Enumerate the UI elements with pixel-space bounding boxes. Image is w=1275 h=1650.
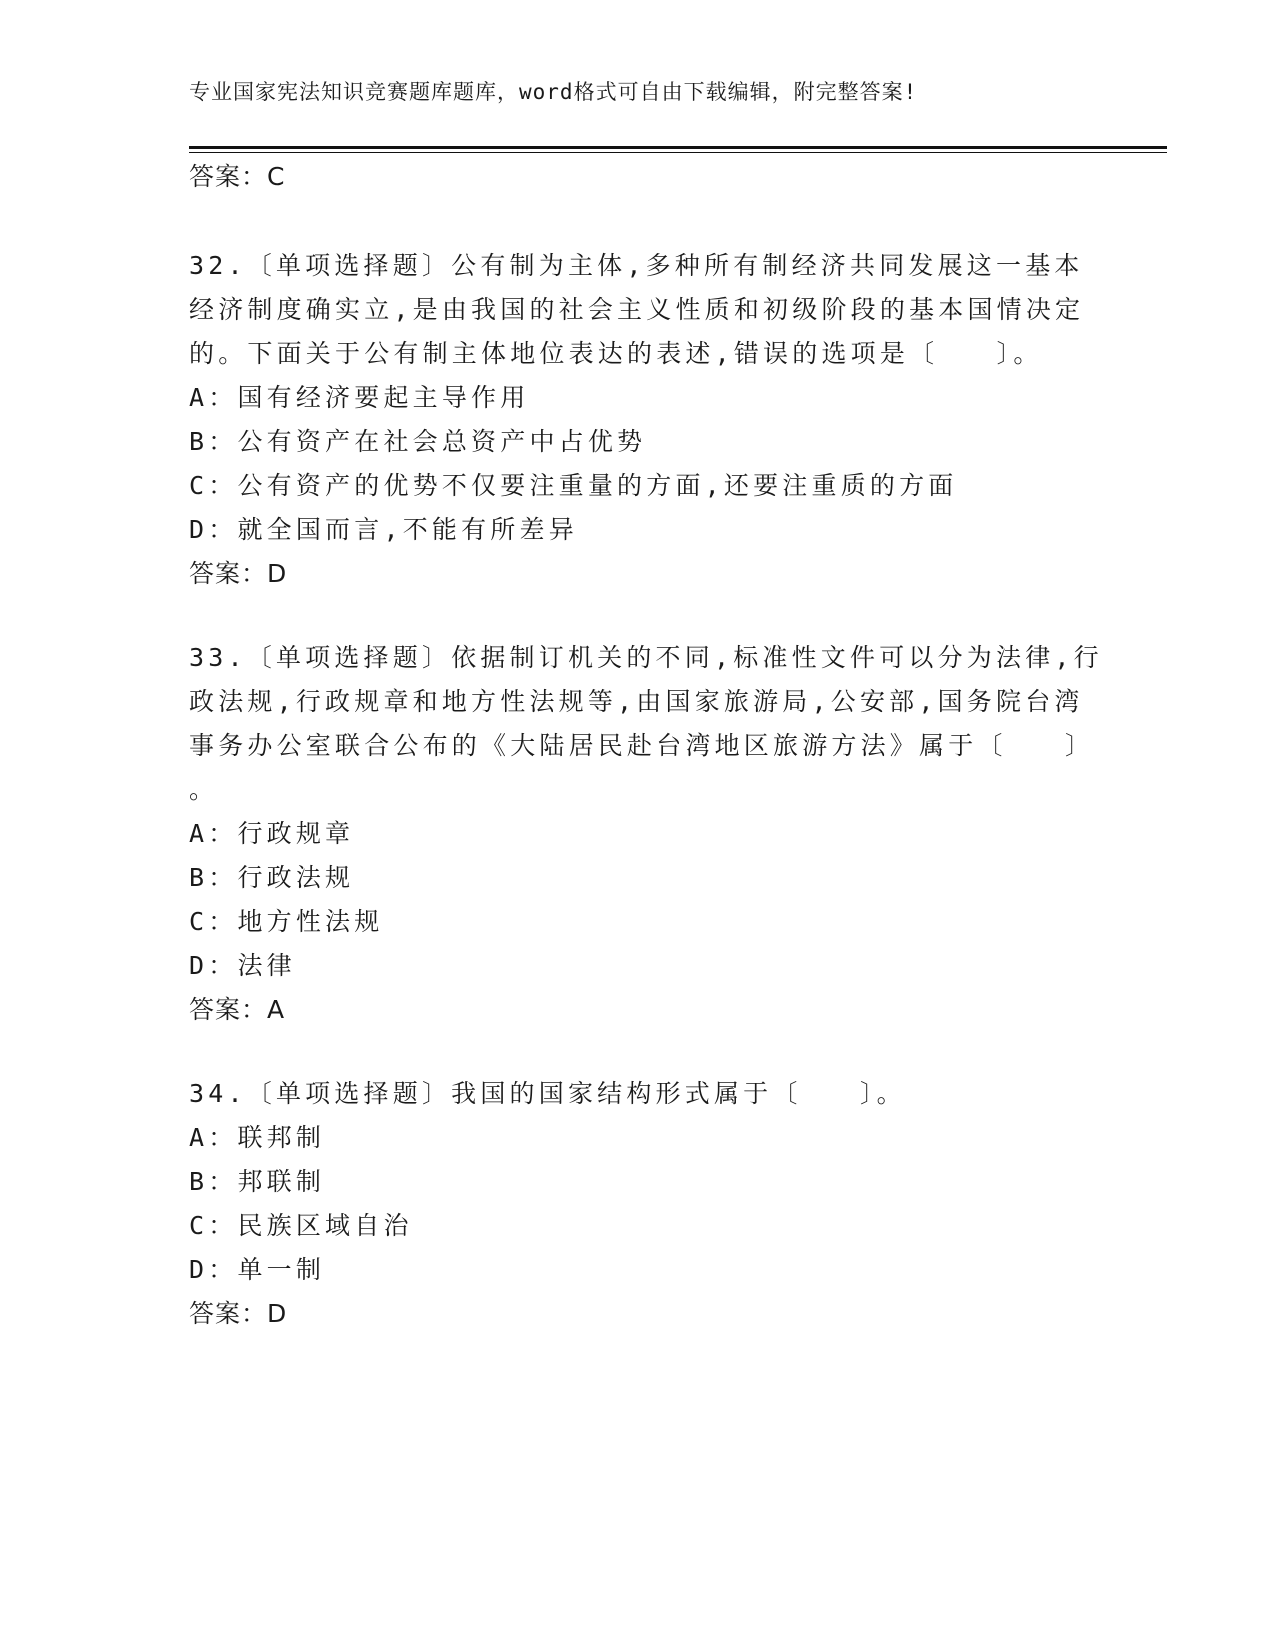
question-text-line: 34.〔单项选择题〕我国的国家结构形式属于〔 〕。 <box>189 1079 906 1108</box>
question-text-line: 。 <box>189 775 219 804</box>
option-d: D：就全国而言,不能有所差异 <box>189 515 578 544</box>
question-text-line: 政法规,行政规章和地方性法规等,由国家旅游局,公安部,国务院台湾 <box>189 687 1084 716</box>
option-d: D：单一制 <box>189 1255 326 1284</box>
answer: 答案：D <box>189 1299 288 1328</box>
option-c: C：地方性法规 <box>189 907 384 936</box>
question-text-line: 32.〔单项选择题〕公有制为主体,多种所有制经济共同发展这一基本 <box>189 251 1084 280</box>
option-c: C：民族区域自治 <box>189 1211 413 1240</box>
option-a: A：联邦制 <box>189 1123 326 1152</box>
question-text-line: 的。下面关于公有制主体地位表达的表述,错误的选项是〔 〕。 <box>189 339 1043 368</box>
question-text-line: 33.〔单项选择题〕依据制订机关的不同,标准性文件可以分为法律,行 <box>189 643 1103 672</box>
question-text-line: 事务办公室联合公布的《大陆居民赴台湾地区旅游方法》属于〔 〕 <box>189 731 1095 760</box>
previous-answer: 答案：C <box>189 162 286 191</box>
option-c: C：公有资产的优势不仅要注重量的方面,还要注重质的方面 <box>189 471 958 500</box>
answer: 答案：D <box>189 559 288 588</box>
page-header: 专业国家宪法知识竞赛题库题库，word格式可自由下载编辑，附完整答案! <box>189 80 918 104</box>
option-b: B：行政法规 <box>189 863 355 892</box>
option-a: A：行政规章 <box>189 819 355 848</box>
option-b: B：邦联制 <box>189 1167 326 1196</box>
question-text-line: 经济制度确实立,是由我国的社会主义性质和初级阶段的基本国情决定 <box>189 295 1085 324</box>
answer: 答案：A <box>189 995 286 1024</box>
option-a: A：国有经济要起主导作用 <box>189 383 530 412</box>
header-rule-thin <box>189 152 1167 153</box>
option-d: D：法律 <box>189 951 296 980</box>
header-rule-thick <box>189 146 1167 149</box>
option-b: B：公有资产在社会总资产中占优势 <box>189 427 647 456</box>
